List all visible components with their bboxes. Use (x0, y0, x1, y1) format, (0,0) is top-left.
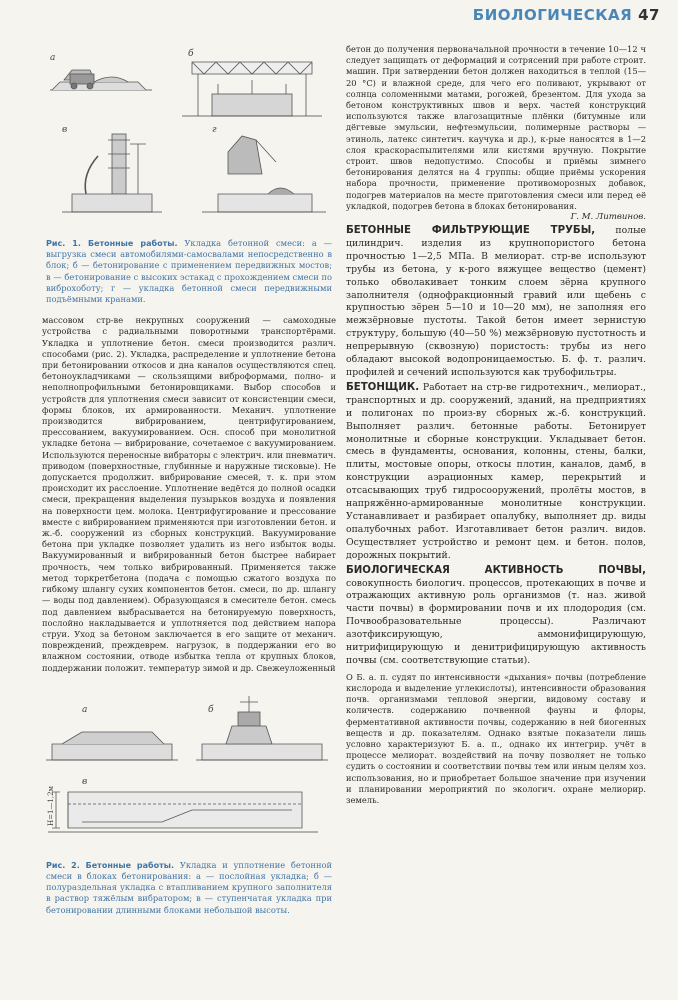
entry-concrete-filter-pipes (346, 225, 646, 380)
right-top-text: бетон до получения первоначальной прочности в течение 10—12 ч следует защищать от деформаций и сотрясений при работе строит. машин. При затвердении бетон должен находиться в теплой (15—20 °С) и влажной среде, для чего его поливают, укрывают от солнца соломенными матами, рогожей, брезентом. Для ухода за бетоном конструктивных швов и верх. частей конструкций используются также влагозащитные плёнки (битумные или дёгтевые эмульсии, нефтеэмульсии, полимерные растворы — этиноль, латекс синтетич. каучука и др.), к-рые наносятся в 1—2 слоя краскораспылителями или кистями вручную. Покрытие строит. швов недопустимо. Способы и приёмы зимнего бетонирования делятся на 4 группы: общие приёмы ускорения набора прочности, применение противоморозных добавок, подогрев материалов на месте приготовления смеси или перед её укладкой, подогрев бетона в блоках бетонирования. (346, 44, 646, 211)
header-title: БИОЛОГИЧЕСКАЯ (472, 6, 633, 24)
figure-1-illustration (42, 44, 336, 232)
right-small-text: О Б. а. п. судят по интенсивности «дыхания» почвы (потребление кислорода и выделение углекислоты), интенсивности образования почв. организмами тепловой энергии, видовому составу и количеств. содержанию почвенной фауны и флоры, ферментативной активности почвы, содержанию в ней биогенных веществ и др. показателям. Однако взятые показатели лишь условно характеризуют Б. а. п., однако их интегрир. учёт в процессе мелиорат. воздействий на почву позволяет не только судить о состоянии и соответствии почвы тем или иным целям хоз. использования, но и приобретает большое значение при изучении и планировании мероприятий по экологич. охране мелиорир. земель. (346, 671, 646, 806)
figure-1-caption-text: Укладка бетонной смеси: а — выгрузка смеси автомобилями-самосвалами непосредственно в блок; б — бетонирование с применением передвижных мостов; в — бетонирование с высоких эстакад с прохождением смеси по виброхоботу; г — укладка бетонной смеси передвижными подъёмными кранами. (46, 238, 333, 305)
entry-concrete-worker (346, 382, 646, 563)
figure-2-caption (46, 860, 332, 916)
entry-2-heading: БЕТОНЩИК. (346, 381, 420, 393)
fig1-label-d: г (212, 125, 217, 135)
entry-3-text: совокупность биологич. процессов, протекающих в почве и отражающих активную роль организмов (т. наз. живой части почвы) в формировании почв и их плодородия (см. Почвообразовательные процессы). Различают азотфиксирующую, аммонифицирующую, нитрифицирующую и денитрифицирующую активность почвы (см. соответствующие статьи). (346, 577, 646, 666)
figure-2-caption-label: Рис. 2. Бетонные работы. (46, 860, 175, 870)
entry-1-text: полые цилиндрич. изделия из крупнопористого бетона прочностью 1—2,5 МПа. В мелиорат. стр-ве используют трубы из бетона, у к-рого вяжущее вещество (цемент) только обволакивает тонким слоем зёрна крупного заполнителя (однофракционный гравий или щебень с крупностью зёрен 5—10 и 10—20 мм), не заполняя его межзёрновые пустоты. Такой бетон имеет зернистую структуру, большую (40—50 %) межзёрновую пустотность и непрерывную (сквозную) пористость: трубы из него обладают высокой водопроницаемостью. Б. ф. т. различ. профилей и сечений используются как трубофильтры. (346, 225, 646, 379)
fig2-label-a: а (82, 704, 88, 715)
fig2-dimension: Н=1—1,2м (47, 785, 55, 826)
left-column (42, 44, 336, 944)
page-number: 47 (638, 6, 660, 24)
entry-1-heading: БЕТОННЫЕ ФИЛЬТРУЮЩИЕ ТРУБЫ, (346, 225, 596, 237)
fig1-label-c: в (62, 125, 68, 135)
right-top-author: Г. М. Литвинов. (570, 212, 646, 223)
entry-soil-bioactivity (346, 565, 646, 668)
fig1-label-b: б (188, 49, 194, 59)
right-column (346, 44, 646, 944)
running-header (473, 6, 660, 24)
entry-3-heading: БИОЛОГИЧЕСКАЯ АКТИВНОСТЬ ПОЧВЫ, (346, 564, 646, 576)
figure-1-caption (46, 238, 332, 305)
left-body-text: массовом стр-ве некрупных сооружений — самоходные устройства с радиальными поворотными транспортёрами. Укладка и уплотнение бетон. смеси производится различ. способами (рис. 2). Укладка, распределение и уплотнение бетона при бетонировании откосов и дна каналов осуществляются спец. бетоноукладчиками — скользящими виброформами, полно- и неполнопрофильными бетонировщиками. Выбор способов и устройств для уплотнения смеси зависит от консистенции смеси, формы блоков, их армированности. Механич. уплотнение производится вибрированием, центрифугированием, прессованием, вакуумированием. Осн. способ при монолитной укладке бетона — вибрирование, сочетаемое с вакуумированием. Используются переносные вибраторы с электрич. или пневматич. приводом (поверхностные, глубинные и наружные тисковые). Не допускается продолжит. вибрирование смесей, т. к. при этом происходит их расслоение. Уплотнение ведётся до полной осадки смеси, прекращения выделения пузырьков воздуха и появления на поверхности цем. молока. Центрифугирование и прессование вместе с вибрированием применяются при изготовлении бетон. и ж.-б. сооружений из сборных конструкций. Вакуумирование бетона при укладке позволяет удалить из него избыток воды. Вакуумированный и вибрированный бетон быстрее набирает прочность, чем только вибрированный. Применяется также метод торкретбетона (подача с помощью сжатого воздуха по гибкому шлангу сухих компонентов бетон. смеси, по др. шлангу — воды под давлением). Образующаяся в смесителе бетон. смесь под давлением выбрасывается на бетонируемую поверхность, послойно накладывается и уплотняется под действием напора струи. Уход за бетоном заключается в его защите от механич. повреждений, преждеврем. нагрузок, в поддержании его во влажном состоянии, отводе избытка тепла от крупных блоков, поддержании положит. температур зимой и др. Свежеуложенный (42, 315, 336, 673)
entry-2-text: Работает на стр-ве гидротехнич., мелиорат., транспортных и др. сооружений, зданий, на предприятиях и полигонах по произ-ву сборных ж.-б. конструкций. Выполняет различ. бетонные работы. Бетонирует монолитные и сборные конструкции. Укладывает бетон. смесь в фундаменты, основания, колонны, стены, балки, плиты, мостовые опоры, откосы плотин, каналов, дамб, в конструкции аэрационных камер, перекрытий и отсасывающих труб гидросооружений, пролёты мостов, в напряжённо-армированные монолитные конструкции. Устанавливает и разбирает опалубку, выполняет др. виды опалубочных работ. Изготавливает бетон различ. видов. Осуществляет устройство и ремонт цем. и бетон. полов, дорожных покрытий. (346, 381, 646, 561)
fig2-label-c: в (82, 776, 88, 787)
figure-2-illustration (42, 682, 336, 854)
fig2-label-b: б (208, 704, 214, 715)
figure-2-caption-text: Укладка и уплотнение бетонной смеси в блоках бетонирования: а — послойная укладка; б — полураздельная укладка с втапливанием крупного заполнителя в раствор тяжёлым вибратором; в — ступенчатая укладка при бетонировании длинными блоками небольшой высоты. (46, 859, 333, 915)
fig1-label-a: а (50, 53, 56, 63)
figure-1-caption-label: Рис. 1. Бетонные работы. (46, 239, 178, 248)
